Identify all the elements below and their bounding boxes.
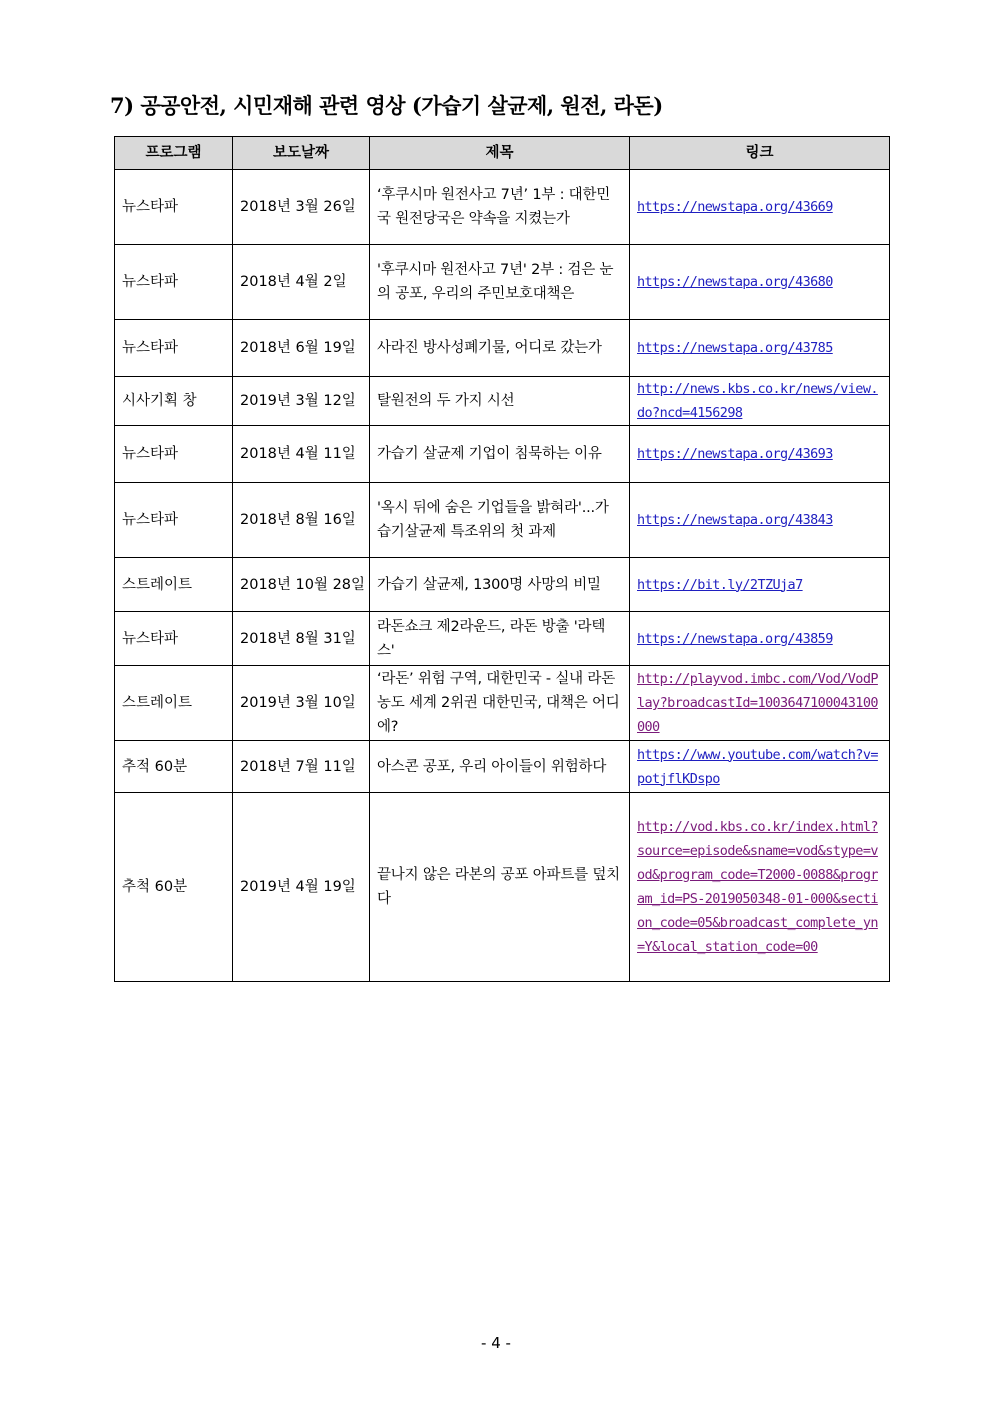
title-cell: ‘라돈’ 위험 구역, 대한민국 - 실내 라돈 농도 세계 2위권 대한민국, 대책은 어디에?	[370, 666, 630, 741]
video-link[interactable]: https://www.youtube.com/watch?v=potjflKDspo	[637, 746, 878, 787]
title-cell: 탈원전의 두 가지 시선	[370, 377, 630, 426]
video-link[interactable]: https://bit.ly/2TZUja7	[637, 576, 803, 593]
link-cell	[630, 483, 890, 558]
link-cell	[630, 612, 890, 666]
title-cell: 사라진 방사성폐기물, 어디로 갔는가	[370, 320, 630, 377]
table-row	[115, 612, 890, 666]
title-cell: 아스콘 공포, 우리 아이들이 위험하다	[370, 741, 630, 793]
column-header-date: 보도날짜	[233, 137, 370, 170]
video-link[interactable]: https://newstapa.org/43680	[637, 274, 833, 290]
link-cell	[630, 245, 890, 320]
video-link[interactable]: https://newstapa.org/43693	[637, 446, 833, 462]
video-link[interactable]: https://newstapa.org/43859	[637, 630, 833, 647]
table-row	[115, 558, 890, 612]
link-cell	[630, 377, 890, 426]
date-cell: 2018년 6월 19일	[233, 320, 370, 377]
table-row	[115, 666, 890, 741]
program-cell: 뉴스타파	[115, 245, 233, 320]
column-header-title: 제목	[370, 137, 630, 170]
video-link[interactable]: https://newstapa.org/43785	[637, 340, 833, 356]
table-header-row	[115, 137, 890, 170]
link-cell	[630, 320, 890, 377]
title-cell: '옥시 뒤에 숨은 기업들을 밝혀라'...가습기살균제 특조위의 첫 과제	[370, 483, 630, 558]
date-cell: 2018년 3월 26일	[233, 170, 370, 245]
title-cell: '후쿠시마 원전사고 7년' 2부 : 검은 눈의 공포, 우리의 주민보호대책은	[370, 245, 630, 320]
video-link[interactable]: http://news.kbs.co.kr/news/view.do?ncd=4156298	[637, 381, 878, 421]
video-link[interactable]: https://newstapa.org/43843	[637, 512, 833, 528]
table-row	[115, 483, 890, 558]
title-cell: 끝나지 않은 라본의 공포 아파트를 덮치다	[370, 793, 630, 982]
program-cell: 추척 60분	[115, 793, 233, 982]
link-cell	[630, 741, 890, 793]
video-link[interactable]: http://vod.kbs.co.kr/index.html?source=episode&sname=vod&stype=vod&program_code=T2000-0088&program_id=PS-2019050348-01-000&section_code=05&broadcast_complete_yn=Y&local_station_code=00	[637, 819, 878, 955]
date-cell: 2018년 8월 16일	[233, 483, 370, 558]
table-row	[115, 320, 890, 377]
section-heading: 7) 공공안전, 시민재해 관련 영상 (가습기 살균제, 원전, 라돈)	[110, 93, 663, 118]
column-header-link: 링크	[630, 137, 890, 170]
page-number: - 4 -	[481, 1334, 511, 1352]
title-cell: 가습기 살균제 기업이 침묵하는 이유	[370, 426, 630, 483]
link-cell	[630, 793, 890, 982]
table-row	[115, 426, 890, 483]
date-cell: 2019년 4월 19일	[233, 793, 370, 982]
program-cell: 뉴스타파	[115, 170, 233, 245]
program-cell: 뉴스타파	[115, 320, 233, 377]
table-row	[115, 793, 890, 982]
program-cell: 시사기획 창	[115, 377, 233, 426]
media-table	[114, 136, 890, 982]
date-cell: 2018년 7월 11일	[233, 741, 370, 793]
link-cell	[630, 558, 890, 612]
program-cell: 추적 60분	[115, 741, 233, 793]
column-header-program: 프로그램	[115, 137, 233, 170]
program-cell: 뉴스타파	[115, 483, 233, 558]
date-cell: 2019년 3월 10일	[233, 666, 370, 741]
program-cell: 뉴스타파	[115, 426, 233, 483]
date-cell: 2018년 10월 28일	[233, 558, 370, 612]
program-cell: 스트레이트	[115, 666, 233, 741]
link-cell	[630, 666, 890, 741]
date-cell: 2019년 3월 12일	[233, 377, 370, 426]
table-row	[115, 741, 890, 793]
date-cell: 2018년 4월 11일	[233, 426, 370, 483]
video-link[interactable]: http://playvod.imbc.com/Vod/VodPlay?broadcastId=1003647100043100000	[637, 671, 878, 735]
link-cell	[630, 170, 890, 245]
date-cell: 2018년 8월 31일	[233, 612, 370, 666]
program-cell: 뉴스타파	[115, 612, 233, 666]
table-row	[115, 245, 890, 320]
link-cell	[630, 426, 890, 483]
date-cell: 2018년 4월 2일	[233, 245, 370, 320]
program-cell: 스트레이트	[115, 558, 233, 612]
title-cell: 라돈쇼크 제2라운드, 라돈 방출 '라텍스'	[370, 612, 630, 666]
title-cell: ‘후쿠시마 원전사고 7년’ 1부 : 대한민국 원전당국은 약속을 지켰는가	[370, 170, 630, 245]
title-cell: 가습기 살균제, 1300명 사망의 비밀	[370, 558, 630, 612]
video-link[interactable]: https://newstapa.org/43669	[637, 199, 833, 215]
table-row	[115, 170, 890, 245]
table-row	[115, 377, 890, 426]
